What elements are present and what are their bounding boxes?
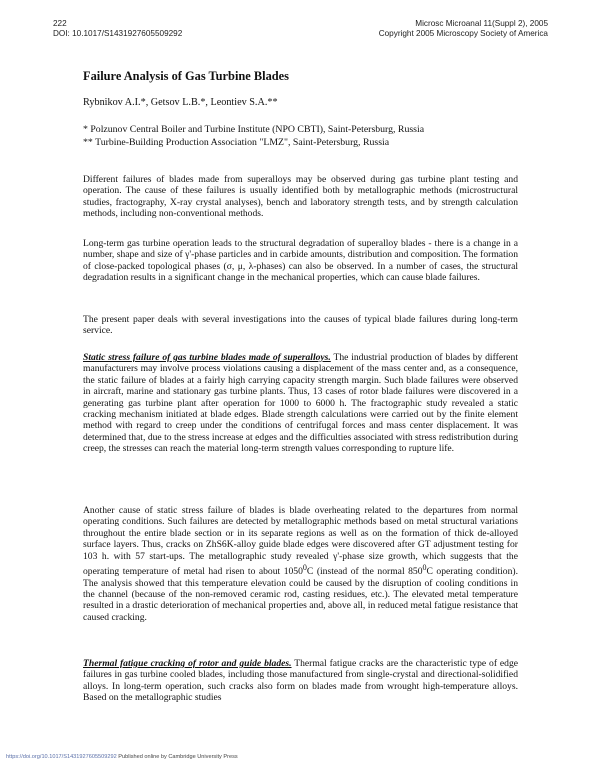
affiliation-2: ** Turbine-Building Production Association "LMZ", Saint-Petersburg, Russia xyxy=(83,137,390,148)
paper-title: Failure Analysis of Gas Turbine Blades xyxy=(83,69,289,83)
paragraph-text xyxy=(83,658,518,704)
paragraph-3 xyxy=(83,314,518,337)
page-number: 222 xyxy=(53,19,67,28)
journal-citation: Microsc Microanal 11(Suppl 2), 2005 xyxy=(415,19,548,28)
header-left xyxy=(53,19,182,39)
affiliation-1: * Polzunov Central Boiler and Turbine Institute (NPO CBTI), Saint-Petersburg, Russia xyxy=(83,124,425,135)
paragraph-text: Another cause of static stress failure of blades is blade overheating related to the departures from normal operating conditions. Such failures are detected by metallographic methods based on metal structural variations throughout the entire blade section or in its separate regions as well as on the formation of thick de-alloyed surface layers. Thus, cracks on ZhS6K-alloy guide blade edges were discovered after GT adjustment testing for 103 h. with 57 start-ups. The metallographic study revealed γ'-phase size growth, which suggests that the operating temperature of metal had risen to about 1050$^0$C (instead of the normal $850^0C$ operating condition). The analysis showed that this temperature elevation could be caused by the disruption of cooling conditions in the channel (because of the non-removed ceramic rod, casting residues, etc.). The elevated metal temperature resulted in a drastic deterioration of mechanical properties and, above all, in reduced metal fatigue resistance that caused cracking. xyxy=(83,505,518,623)
paragraph-body: The industrial production of blades by different manufacturers may involve process violations causing a displacement of the mass center and, as a consequence, the static failure of blades at a fairly high carrying capacity strength margin. Such blade failures were observed in aircraft, marine and stationary gas turbine plants. Thus, 13 cases of rotor blade failures were discovered in a generating gas turbine plant after operation for 1000 to 6000 h. The fractographic study revealed a static cracking mechanism initiated at blade edges. Blade strength calculations were carried out by the finite element method with regard to creep under the conditions of centrifugal forces and mass center displacement. It was determined that, due to the stress increase at edges and the difficulties associated with stress redistribution during creep, the stresses can reach the material long-term strength values corresponding to rupture life. xyxy=(83,352,518,455)
copyright-notice: Copyright 2005 Microscopy Society of America xyxy=(378,29,548,38)
header-doi: DOI: 10.1017/S1431927605509292 xyxy=(53,29,183,38)
paragraph-2 xyxy=(83,238,518,284)
paragraph-text: Different failures of blades made from superalloys may be observed during gas turbine plant testing and operation. The cause of these failures is usually identified both by metallographic methods (microstructural studies, fractography, X-ray crystal analyses), bench and laboratory strength tests, and by strength calculation methods, including non-conventional methods. xyxy=(83,174,518,220)
paragraph-text: The present paper deals with several investigations into the causes of typical blade failures during long-term service. xyxy=(83,314,518,337)
header-right xyxy=(379,19,548,39)
degree-superscript: 0 xyxy=(422,563,427,573)
footer-doi-link[interactable]: https://doi.org/10.1017/S1431927605509292 xyxy=(6,754,117,760)
paragraph-body: Thermal fatigue cracks are the characteristic type of edge failures in gas turbine cooled blades, including those manufactured from single-crystal and directional-solidified alloys. In long-term operation, such cracks also form on blades made from wrought high-temperature alloys. Based on the metallographic studies xyxy=(83,658,518,704)
degree-superscript: 0 xyxy=(302,563,307,573)
footer-published: Published online by Cambridge University Press xyxy=(116,754,238,760)
footer xyxy=(6,754,238,760)
section-thermal-fatigue xyxy=(83,658,518,704)
section-static-stress xyxy=(83,352,518,455)
section-heading: Thermal fatigue cracking of rotor and guide blades. xyxy=(83,658,292,669)
paragraph-text xyxy=(83,352,518,455)
paragraph-overheating xyxy=(83,505,518,623)
section-heading: Static stress failure of gas turbine blades made of superalloys. xyxy=(83,352,331,363)
paragraph-1 xyxy=(83,174,518,220)
paragraph-text: Long-term gas turbine operation leads to the structural degradation of superalloy blades - there is a change in a number, shape and size of γ'-phase particles and in carbide amounts, distribution and composition. The formation of close-packed topological phases (σ, μ, λ-phases) can also be observed. In a number of cases, the structural degradation results in a significant change in the mechanical properties, which can cause blade failures. xyxy=(83,238,518,284)
author-list: Rybnikov A.I.*, Getsov L.B.*, Leontiev S.A.** xyxy=(83,97,278,108)
